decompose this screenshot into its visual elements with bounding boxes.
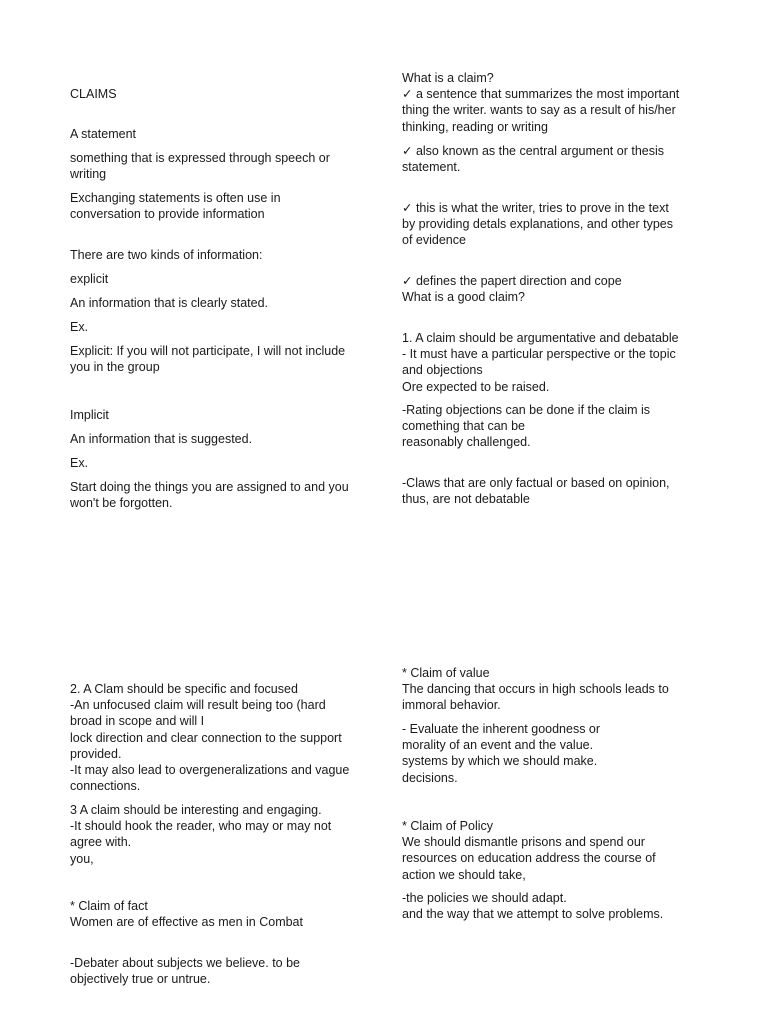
interesting-engaging-block: 3 A claim should be interesting and engaging. -It should hook the reader, who may or may not agree with. you, [70,803,332,866]
rating-objections-note: -Rating objections can be done if the claim is comething that can be reasonably challenged. [402,403,651,450]
statement-usage: Exchanging statements is often use in conversation to provide information [70,191,281,222]
argumentative-claim-block: 1. A claim should be argumentative and debatable - It must have a particular perspective or the topic and objections Ore expected to be raised. [402,331,679,394]
term-explicit: explicit [70,272,109,286]
specific-focused-block: 2. A Clam should be specific and focused -An unfocused claim will result being too (hard broad in scope and will I lock direction and clear connection to the support provided. -It may also lead to overgeneralizations and vague connections. [70,682,350,794]
implicit-ex-label: Ex. [70,456,89,470]
writer-proves-note: ✓ this is what the writer, tries to prove in the text by providing detals explanations, and other types of evidence [402,201,674,248]
explicit-ex-label: Ex. [70,320,89,334]
evaluate-goodness-note: - Evaluate the inherent goodness or morality of an event and the value. systems by which we should make. decisions. [402,722,601,785]
explicit-definition: An information that is clearly stated. [70,296,269,310]
term-implicit: Implicit [70,408,109,422]
what-is-claim-block: What is a claim? ✓ a sentence that summarizes the most important thing the writer. wants to say as a result of his/her thinking, reading or writing [402,71,680,134]
implicit-example: Start doing the things you are assigned to and you won't be forgotten. [70,480,349,511]
explicit-example: Explicit: If you will not participate, I will not include you in the group [70,344,346,375]
central-argument-note: ✓ also known as the central argument or thesis statement. [402,144,664,175]
claim-of-value-block: * Claim of value The dancing that occurs in high schools leads to immoral behavior. [402,666,669,713]
information-kinds-intro: There are two kinds of information: [70,248,263,262]
term-statement: A statement [70,127,137,141]
debater-note: -Debater about subjects we believe. to be objectively true or untrue. [70,956,300,987]
page-title: CLAIMS [70,87,117,101]
claim-of-fact-block: * Claim of fact Women are of effective as men in Combat [70,899,303,930]
implicit-definition: An information that is suggested. [70,432,253,446]
policies-adapt-note: -the policies we should adapt. and the way that we attempt to solve problems. [402,891,664,922]
claim-of-policy-block: * Claim of Policy We should dismantle prisons and spend our resources on education address the course of action we should take, [402,819,656,882]
factual-claims-note: -Claws that are only factual or based on opinion, thus, are not debatable [402,476,670,507]
statement-definition: something that is expressed through speech or writing [70,151,330,182]
paper-direction-note: ✓ defines the papert direction and cope What is a good claim? [402,274,622,305]
